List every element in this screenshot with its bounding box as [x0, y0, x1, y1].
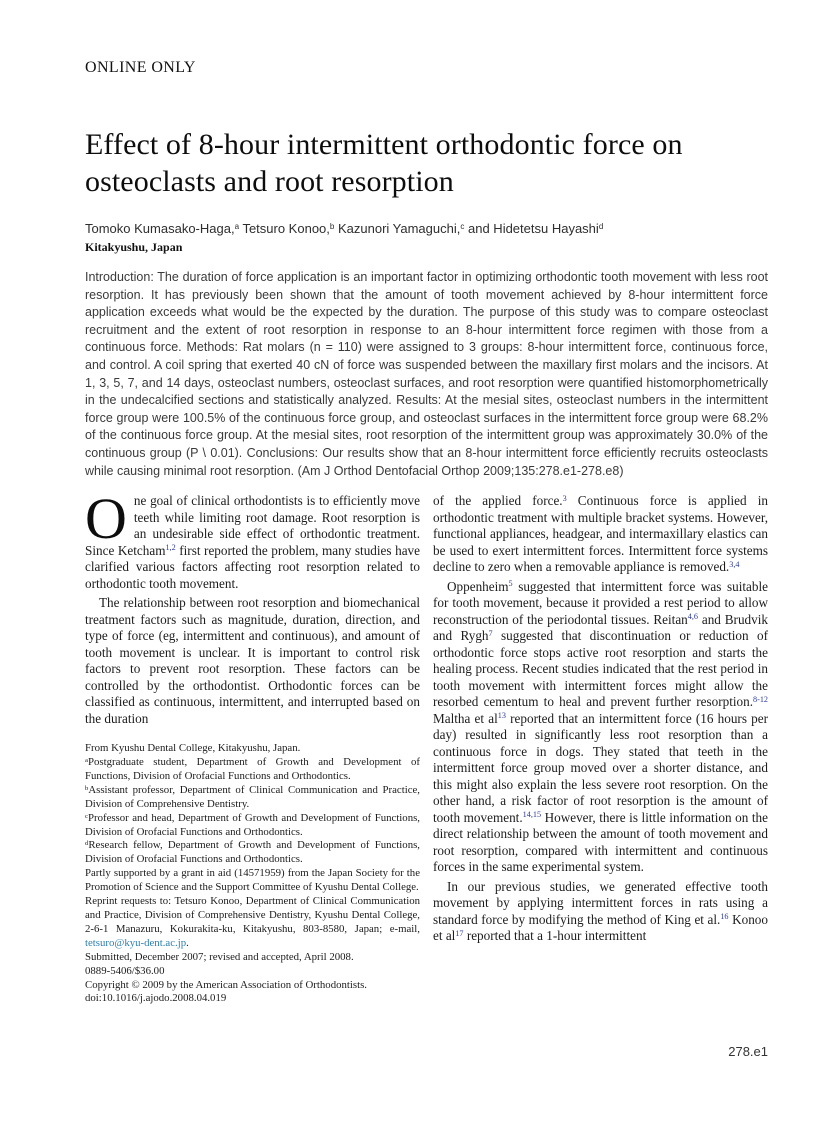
page-number: 278.e1: [728, 1044, 768, 1059]
drop-cap: O: [85, 486, 127, 552]
article-title: [85, 126, 768, 200]
body-columns: [85, 486, 768, 1006]
citation-ref[interactable]: 4,6: [687, 612, 698, 622]
affiliation-marker: c: [460, 221, 465, 231]
citation-ref[interactable]: 17: [455, 928, 464, 938]
left-column: [85, 486, 420, 1006]
affiliation-marker: d: [85, 840, 89, 848]
citation-ref[interactable]: 5: [508, 579, 513, 589]
email-link[interactable]: tetsuro@kyu-dent.ac.jp: [85, 936, 187, 949]
affiliation-marker: b: [85, 784, 89, 792]
footnote: $^d$Research fellow, Department of Growth and Development of Functions, Division of Orofacial Functions and Orthodontics.: [85, 839, 420, 866]
abstract: Introduction: The duration of force application is an important factor in optimizing orthodontic tooth movement with less root resorption. It has previously been shown that the amount of tooth movement achieved by 8-hour intermittent force application exceeds what would be the expected by the duration. The purpose of this study was to compare osteoclast recruitment and the extent of root resorption in response to an 8-hour intermittent force regimen with those from a continuous force. Methods: Rat molars (n = 110) were assigned to 3 groups: 8-hour intermittent force, continuous force, and control. A coil spring that exerted 40 cN of force was suspended between the maxillary first molars and the incisors. At 1, 3, 5, 7, and 14 days, osteoclast numbers, osteoclast surfaces, and root resorption were quantified histomorphometrically in the undecalcified sections and statistically analyzed. Results: At the mesial sites, osteoclast numbers in the intermittent force group were 100.5% of the continuous force group, and osteoclast surfaces in the intermittent force group were 68.2% of the continuous force group. At the mesial sites, root resorption of the intermittent group was approximately 30.0% of the continuous group (P \ 0.01). Conclusions: Our results show that an 8-hour intermittent force efficiently recruits osteoclasts while causing minimal root resorption. (Am J Orthod Dentofacial Orthop 2009;135:278.e1-278.e8): [85, 270, 768, 478]
page-content: [85, 0, 768, 1006]
section-label: ONLINE ONLY: [85, 59, 196, 76]
footnote: Partly supported by a grant in aid (14571959) from the Japan Society for the Promotion of Science and the Support Committee of Kyushu Dental College.: [85, 867, 420, 894]
citation-ref[interactable]: 14,15: [522, 810, 542, 820]
citation-ref[interactable]: 13: [497, 711, 506, 721]
footnote: $^b$Assistant professor, Department of Clinical Communication and Practice, Division of Comprehensive Dentistry.: [85, 783, 420, 810]
paragraph: [85, 486, 420, 592]
paragraph: of the applied force.$^3$ Continuous force is applied in orthodontic treatment with multiple bracket systems. However, functional appliances, headgear, and intermaxillary elastics can be used to exert intermittent forces. Intermittent force systems decline to zero when a removable appliance is removed.$^{3,4}$: [433, 493, 768, 575]
footnote: 0889-5406/$36.00: [85, 964, 165, 977]
citation-ref[interactable]: 16: [720, 912, 729, 922]
footnotes: [85, 742, 420, 1006]
affiliation-marker: c: [85, 812, 88, 820]
footnote: doi:10.1016/j.ajodo.2008.04.019: [85, 992, 227, 1005]
affiliation-marker: a: [85, 757, 88, 765]
affiliation-marker: a: [234, 221, 240, 231]
footnote: Submitted, December 2007; revised and accepted, April 2008.: [85, 950, 354, 963]
citation-ref[interactable]: 3,4: [729, 559, 740, 569]
footnote: Copyright © 2009 by the American Association of Orthodontists.: [85, 978, 367, 991]
paragraph-text: ne goal of clinical orthodontists is to efficiently move teeth while limiting root damage. Root resorption is an undesirable side effect of orthodontic treatment. Since Ketcham$^{1,2}$ first reported the problem, many studies have clarified various factors affecting root resorption related to orthodontic tooth movement.: [85, 493, 420, 591]
author-location: Kitakyushu, Japan: [85, 240, 183, 254]
citation-ref[interactable]: 1,2: [165, 543, 176, 553]
footnote: $^a$Postgraduate student, Department of Growth and Development of Functions, Division of Orofacial Functions and Orthodontics.: [85, 756, 420, 782]
paragraph: In our previous studies, we generated effective tooth movement by applying intermittent forces in rats using a standard force by modifying the method of King et al.$^{16}$ Konoo et al$^{17}$ reported that a 1-hour intermittent: [433, 878, 768, 944]
paragraph: The relationship between root resorption and biomechanical treatment factors such as magnitude, duration, direction, and type of force (eg, intermittent and continuous), and amount of tooth movement is unclear. It is important to control risk factors to prevent root resorption. These factors can be controlled by the orthodontist. Orthodontic forces can be classified as continuous, intermittent, and interrupted based on the duration: [85, 595, 420, 726]
right-column: [433, 493, 768, 1006]
footnote: From Kyushu Dental College, Kitakyushu, Japan.: [85, 742, 301, 755]
article-title-line2: osteoclasts and root resorption: [85, 165, 454, 198]
footnote: Reprint requests to: Tetsuro Konoo, Department of Clinical Communication and Practice, Division of Comprehensive Dentistry, Kyushu Dental College, 2-6-1 Manazuru, Kokurakita-ku, Kitakyushu, 803-8580, Japan; e-mail, tetsuro@kyu-dent.ac.jp.: [85, 895, 420, 949]
affiliation-marker: d: [598, 221, 604, 231]
affiliation-marker: b: [329, 221, 335, 231]
article-title-line1: Effect of 8-hour intermittent orthodontic force on: [85, 128, 683, 161]
paragraph: Oppenheim$^5$ suggested that intermittent force was suitable for tooth movement, because it provided a rest period to allow reconstruction of the periodontal tissues. Reitan$^{4,6}$ and Brudvik and Rygh$^7$ suggested that discontinuation or reduction of orthodontic force stops active root resorption and starts the healing process. Recent studies indicated that the rest period in tooth movement with intermittent forces might allow the resorbed cementum to heal and prevent further resorption.$^{8-12}$ Maltha et al$^{13}$ reported that an intermittent force (16 hours per day) resulted in significantly less root resorption than a continuous force in dogs. They stated that teeth in the intermittent force group moved over a shorter distance, and this might also explain the less severe root resorption. On the other hand, a risk factor of root resorption is the amount of tooth movement.$^{14,15}$ However, there is little information on the direct relationship between the amount of tooth movement and root resorption, compared with intermittent and continuous forces in the same experimental system.: [433, 578, 768, 875]
footnote: $^c$Professor and head, Department of Growth and Development of Functions, Division of Orofacial Functions and Orthodontics.: [85, 811, 420, 838]
citation-ref[interactable]: 8-12: [753, 694, 768, 704]
citation-ref[interactable]: 7: [488, 628, 493, 638]
author-line: Tomoko Kumasako-Haga,$^a$ Tetsuro Konoo,$^b$ Kazunori Yamaguchi,$^c$ and Hidetetsu Hayashi$^d$: [85, 221, 604, 236]
citation-ref[interactable]: 3: [562, 493, 567, 503]
